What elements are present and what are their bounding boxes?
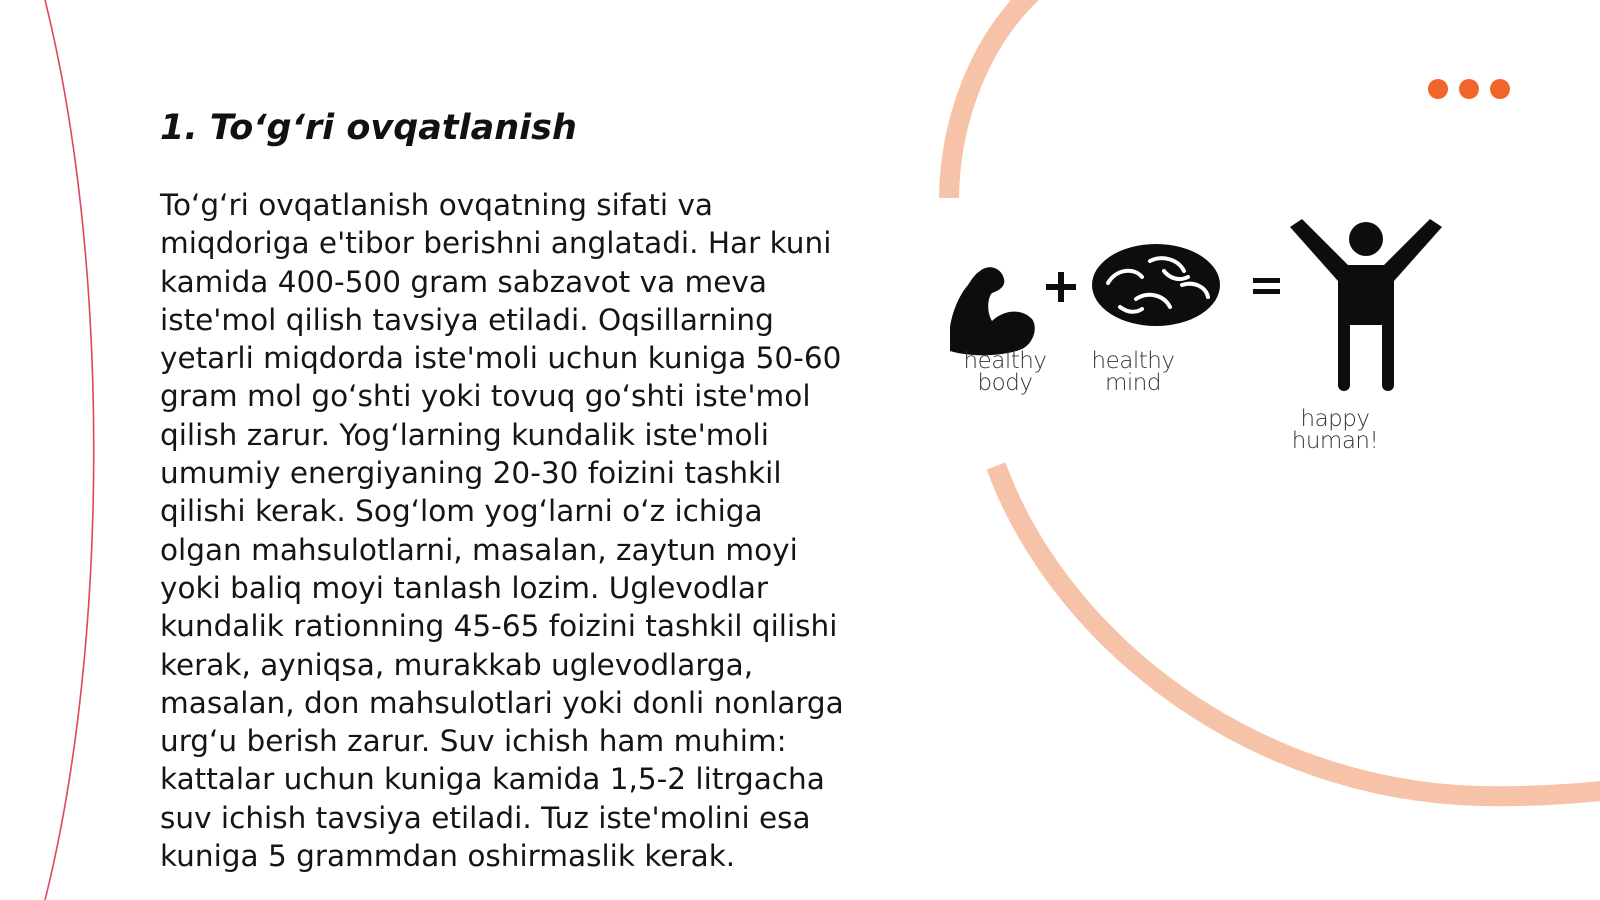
healthy-mind-label: healthy mind [1091, 348, 1175, 396]
peach-ring-arc-bottom [996, 466, 1600, 796]
healthy-body-label: healthy body [963, 348, 1047, 396]
brain-icon [1092, 244, 1220, 326]
happy-human-label: happy human! [1291, 406, 1379, 454]
left-red-curve [45, 0, 94, 900]
dot-1 [1428, 79, 1448, 99]
flexed-arm-icon [950, 267, 1035, 355]
slide-paragraph: To‘g‘ri ovqatlanish ovqatning sifati va miqdoriga e'tibor berishni anglatadi. Har kuni kamida 400-500 gram sabzavot va meva iste'mol qilish tavsiya etiladi. Oqsillarning yetarli miqdorda iste'moli uchun kuniga 50-60 gram mol go‘shti yoki tovuq go‘shti iste'mol qilish zarur. Yog‘larning kundalik iste'moli umumiy energiyaning 20-30 foizini tashkil qilishi kerak. Sog‘lom yog‘larni o‘z ichiga olgan mahsulotlarni, masalan, zaytun moyi yoki baliq moyi tanlash lozim. Uglevodlar kundalik rationning 45-65 foizini tashkil qilishi kerak, ayniqsa, murakkab uglevodlarga, masalan, don mahsulotlari yoki donli nonlarga urg‘u berish zarur. Suv ichish ham muhim: kattalar uchun kuniga kamida 1,5-2 litrgacha suv ichish tavsiya etiladi. Tuz iste'molini esa kuniga 5 grammdan oshirmaslik kerak. [160, 188, 844, 874]
plus-sign-icon [1046, 272, 1076, 302]
dot-2 [1459, 79, 1479, 99]
peach-ring-arc-top [949, 0, 1035, 198]
dot-3 [1490, 79, 1510, 99]
healthy-equation-infographic [950, 215, 1450, 475]
equals-sign-icon [1253, 278, 1280, 294]
three-dots-icon [1428, 79, 1510, 99]
happy-person-icon [1290, 219, 1442, 391]
slide-title: 1. To‘g‘ri ovqatlanish [160, 108, 577, 148]
